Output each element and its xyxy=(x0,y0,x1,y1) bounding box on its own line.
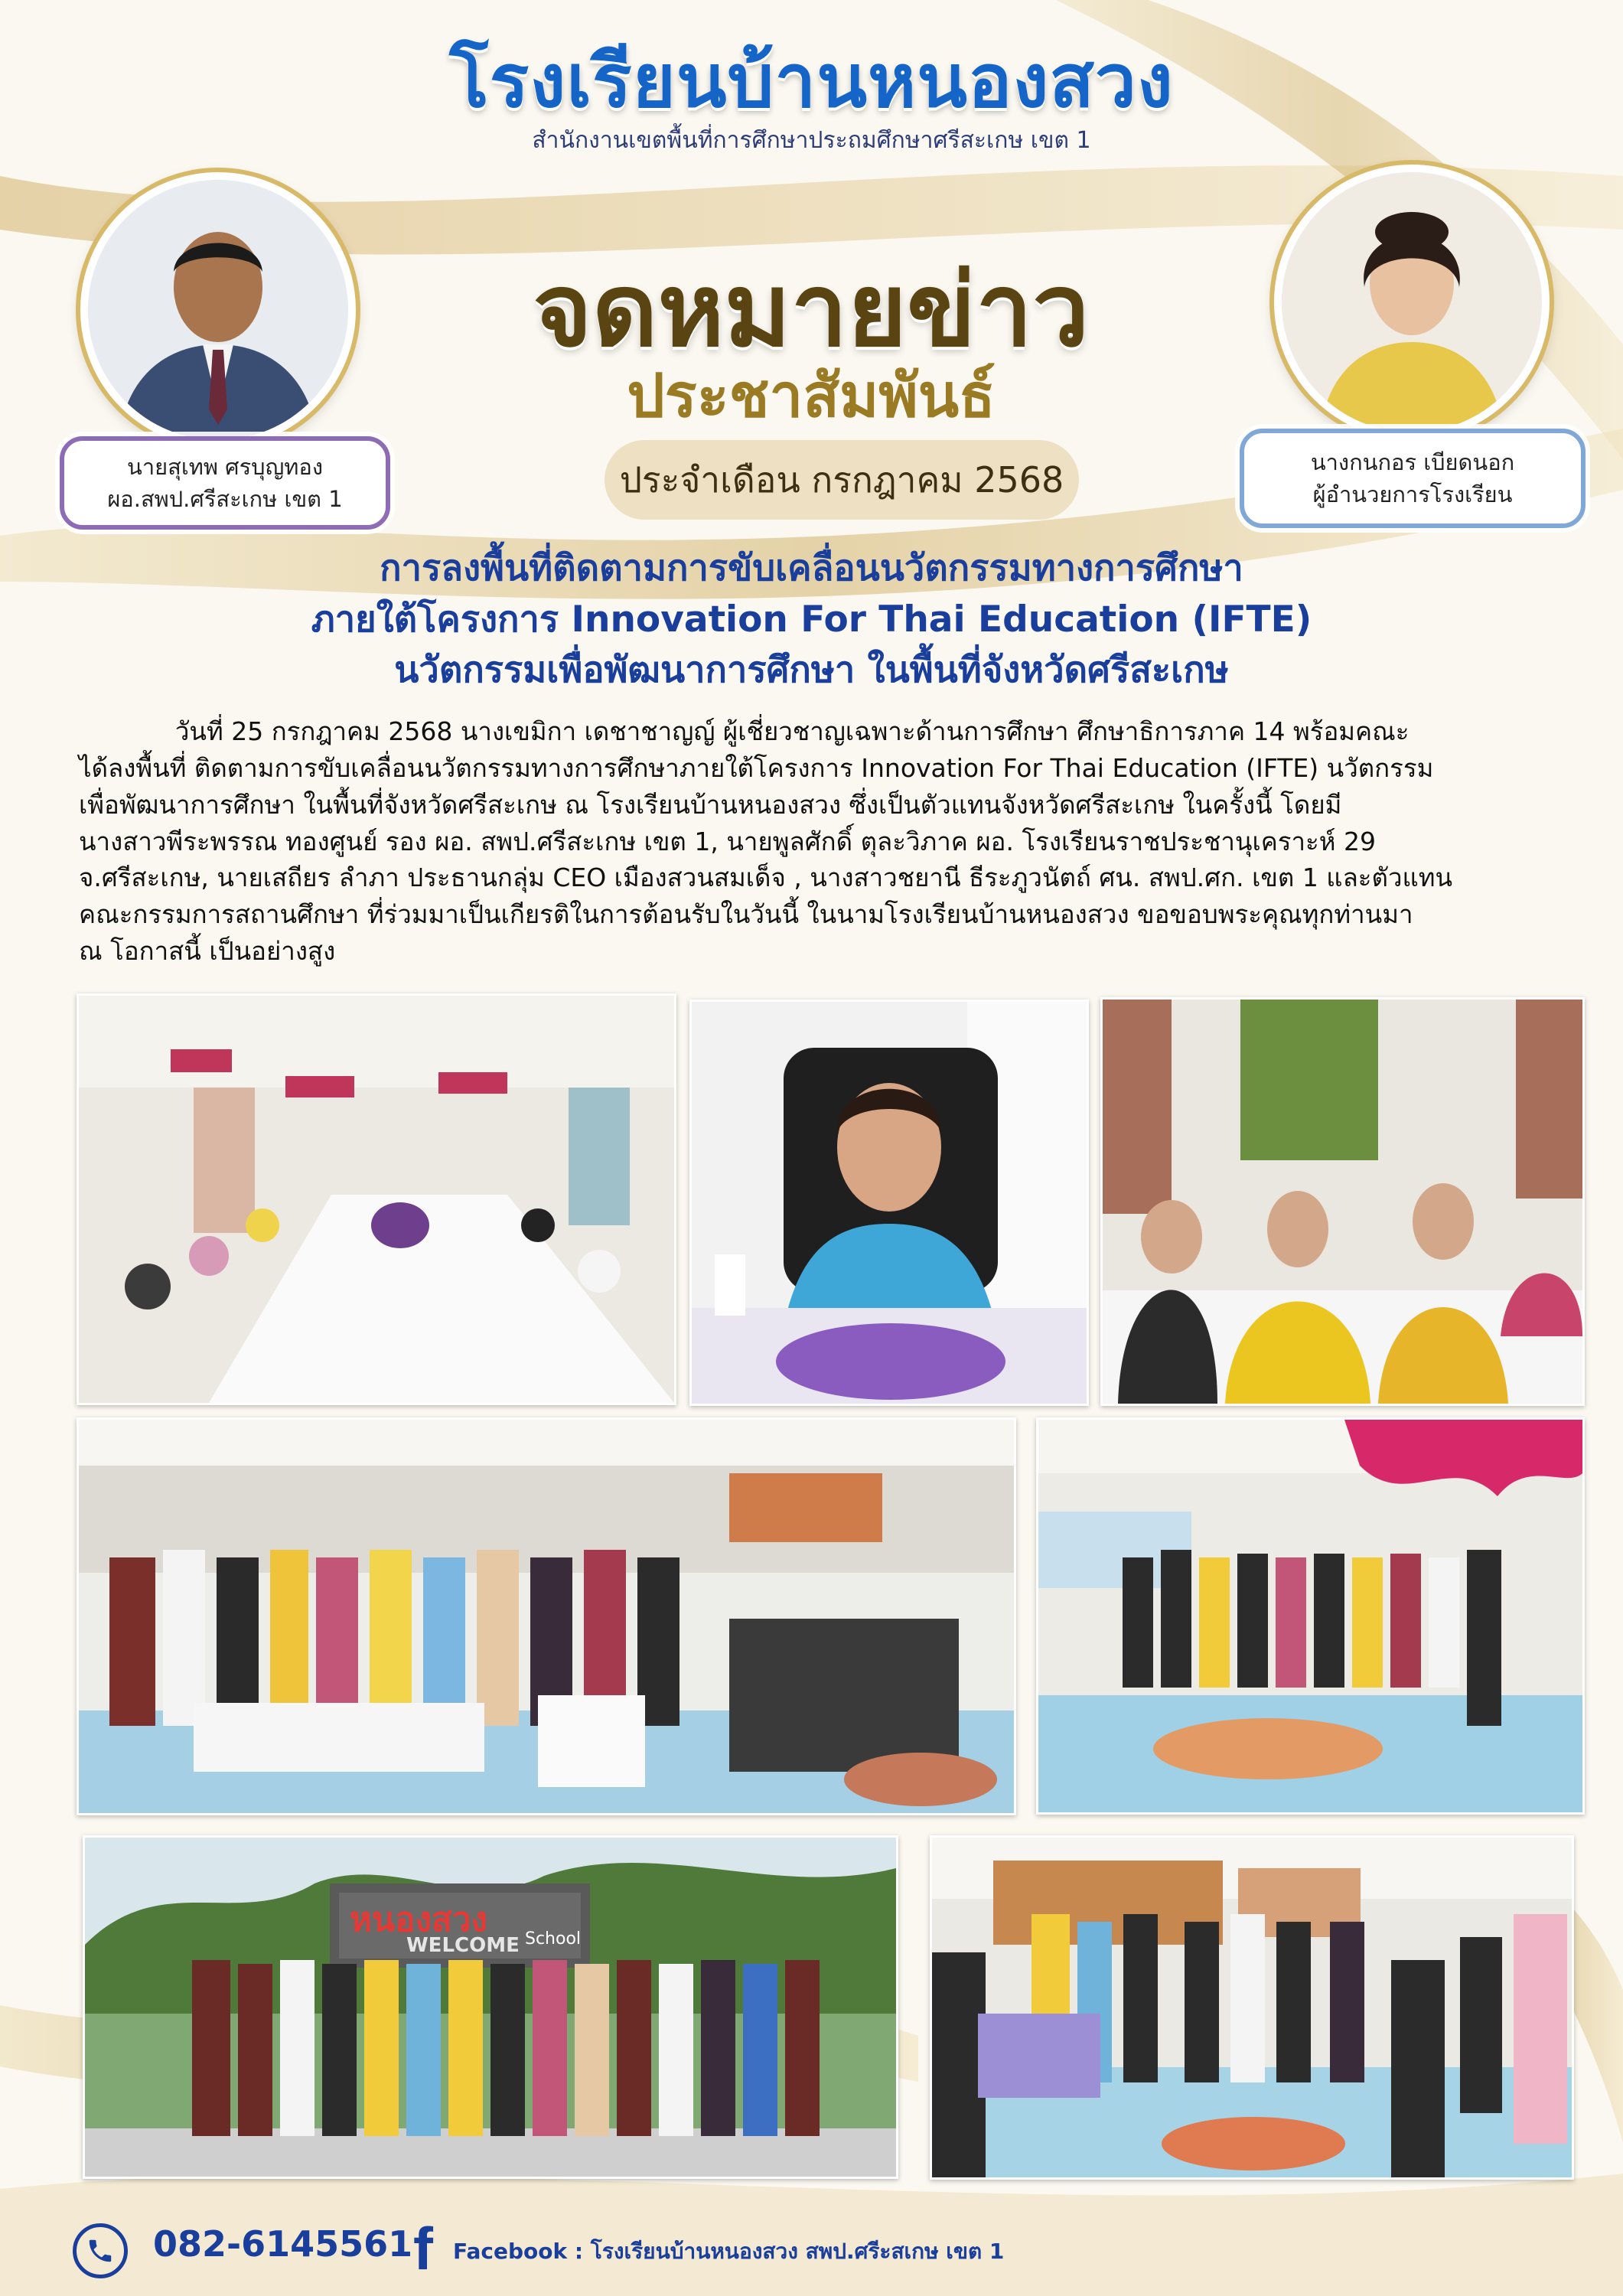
left-person-position: ผอ.สพป.ศรีสะเกษ เขต 1 xyxy=(107,486,343,512)
body-line: นางสาวพีระพรรณ ทองศูนย์ รอง ผอ. สพป.ศรีสะเกษ เขต 1, นายพูลศักดิ์ ตุละวิภาค ผอ. โรงเรียนราชประชานุเคราะห์ 29 xyxy=(79,826,1377,856)
right-name-badge xyxy=(1240,429,1586,528)
left-name-badge xyxy=(60,436,390,530)
welcome-sign-text: WELCOME xyxy=(406,1934,520,1957)
school-sign-text: หนองสวง xyxy=(350,1900,488,1939)
photo-meeting-room xyxy=(77,993,676,1405)
school-sign-subtext: School xyxy=(525,1929,582,1949)
footer-phone-number: 082-6145561 xyxy=(153,2223,413,2265)
body-line: ได้ลงพื้นที่ ติดตามการขับเคลื่อนนวัตกรรมทางการศึกษาภายใต้โครงการ Innovation For Thai Education (IFTE) นวัตกรรม xyxy=(79,752,1434,783)
facebook-icon: f xyxy=(413,2215,433,2282)
portrait-right xyxy=(1274,165,1550,440)
headline-line-3: นวัตกรรมเพื่อพัฒนาการศึกษา ในพื้นที่จังหวัดศรีสะเกษ xyxy=(394,649,1229,692)
body-line: จ.ศรีสะเกษ, นายเสถียร ลำภา ประธานกลุ่ม CEO เมืองสวนสมเด็จ , นางสาวชยานี ธีระภูวนัตถ์ ศน. สพป.ศก. เขต 1 และตัวแทน xyxy=(79,863,1453,893)
office-name: สำนักงานเขตพื้นที่การศึกษาประถมศึกษาศรีสะเกษ เขต 1 xyxy=(532,127,1091,154)
photo-workshop xyxy=(1036,1417,1585,1815)
headline-line-1: การลงพื้นที่ติดตามการขับเคลื่อนนวัตกรรมทางการศึกษา xyxy=(380,547,1243,589)
photo-activity-room xyxy=(930,1835,1574,2180)
photo-speaker xyxy=(689,1000,1089,1406)
photo-attendees xyxy=(1100,997,1585,1406)
right-person-position: ผู้อำนวยการโรงเรียน xyxy=(1312,481,1513,507)
man-portrait-image xyxy=(88,180,348,440)
newsletter-title: จดหมายข่าว xyxy=(533,252,1090,370)
body-line: วันที่ 25 กรกฎาคม 2568 นางเขมิกา เดชาชาญญ์ ผู้เชี่ยวชาญเฉพาะด้านการศึกษา ศึกษาธิการภาค 14 พร้อมคณะ xyxy=(79,716,1410,746)
photo-school-sign-group xyxy=(83,1835,898,2179)
headline xyxy=(0,543,1623,696)
right-person-name: นางกนกอร เบียดนอก xyxy=(1310,448,1515,475)
left-person-name: นายสุเทพ ศรบุญทอง xyxy=(127,453,323,480)
school-name: โรงเรียนบ้านหนองสวง xyxy=(449,38,1174,124)
body-line: คณะกรรมการสถานศึกษา ที่ร่วมมาเป็นเกียรติในการต้อนรับในวันนี้ ในนามโรงเรียนบ้านหนองสวง ขอขอบพระคุณทุกท่านมา xyxy=(79,899,1413,930)
portrait-left xyxy=(80,172,356,448)
body-line: ณ โอกาสนี้ เป็นอย่างสูง xyxy=(79,936,336,967)
issue-month-badge: ประจำเดือน กรกฎาคม 2568 xyxy=(605,440,1079,520)
newsletter-subtitle: ประชาสัมพันธ์ xyxy=(627,362,996,431)
photo-group-classroom xyxy=(77,1417,1016,1815)
phone-icon-glyph xyxy=(86,2236,115,2265)
footer-facebook: Facebook : โรงเรียนบ้านหนองสวง สพป.ศรีะสเกษ เขต 1 xyxy=(453,2239,1005,2264)
body-line: เพื่อพัฒนาการศึกษา ในพื้นที่จังหวัดศรีสะเกษ ณ โรงเรียนบ้านหนองสวง ซึ่งเป็นตัวแทนจังหวัดศรีสะเกษ ในครั้งนี้ โดยมี xyxy=(79,789,1342,820)
article-body xyxy=(79,713,1548,970)
headline-line-2: ภายใต้โครงการ Innovation For Thai Education (IFTE) xyxy=(311,598,1312,641)
phone-icon xyxy=(73,2223,128,2278)
woman-portrait-image xyxy=(1282,172,1542,432)
